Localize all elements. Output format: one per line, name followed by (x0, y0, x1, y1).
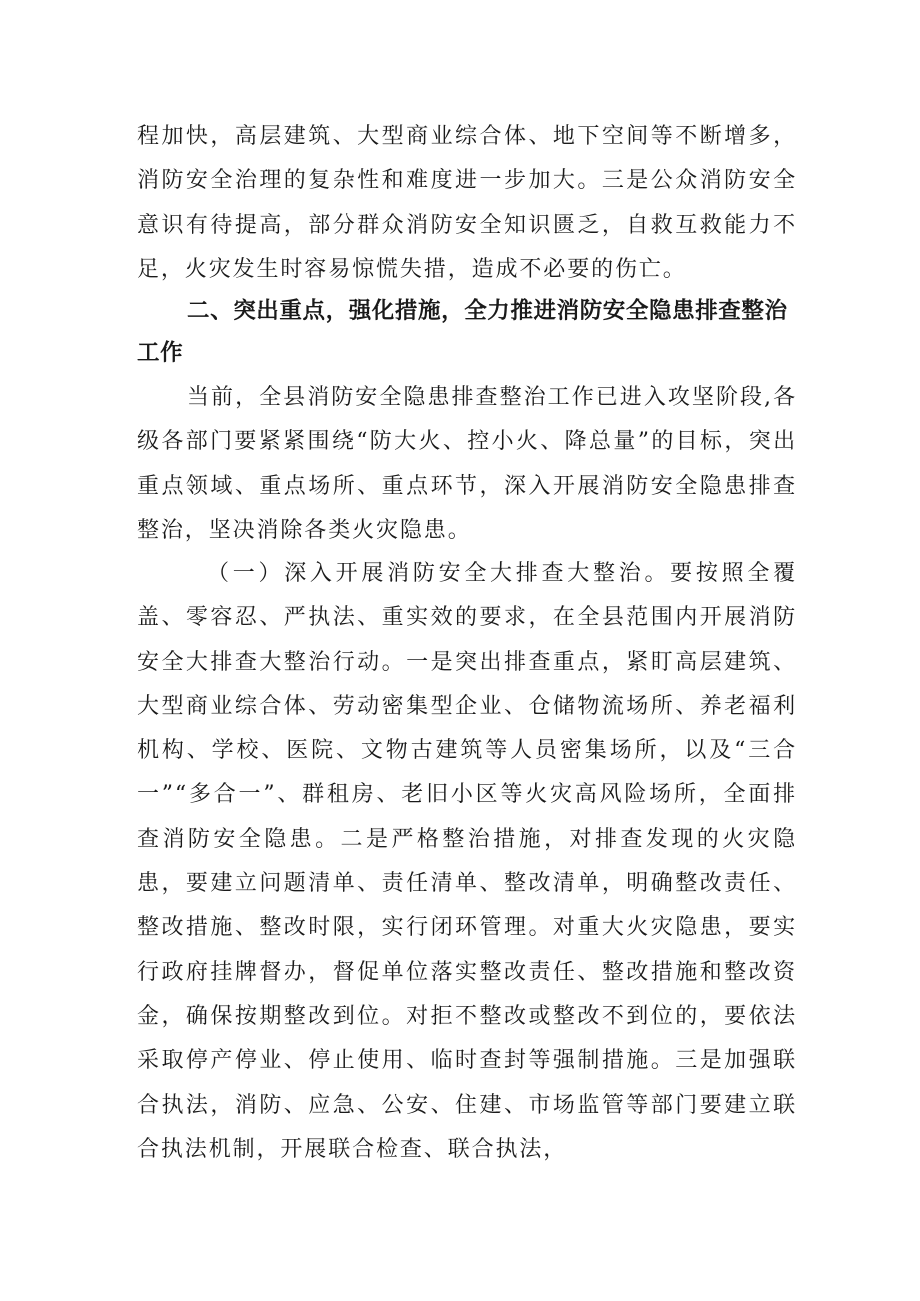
body-paragraph-2: 当前，全县消防安全隐患排查整治工作已进入攻坚阶段,各级各部门要紧紧围绕“防大火、控小火、降总量”的目标，突出重点领域、重点场所、重点环节，深入开展消防安全隐患排查整治，坚决消除各类火灾隐患。 (137, 385, 797, 543)
section-heading: 二、突出重点，强化措施，全力推进消防安全隐患排查整治工作 (137, 298, 788, 366)
body-paragraph-3: （一）深入开展消防安全大排查大整治。要按照全覆盖、零容忍、严执法、重实效的要求，在全县范围内开展消防安全大排查大整治行动。一是突出排查重点，紧盯高层建筑、大型商业综合体、劳动密集型企业、仓储物流场所、养老福利机构、学校、医院、文物古建筑等人员密集场所，以及“三合一”“多合一”、群租房、老旧小区等火灾高风险场所，全面排查消防安全隐患。二是严格整治措施，对排查发现的火灾隐患，要建立问题清单、责任清单、整改清单，明确整改责任、整改措施、整改时限，实行闭环管理。对重大火灾隐患，要实行政府挂牌督办，督促单位落实整改责任、整改措施和整改资金，确保按期整改到位。对拒不整改或整改不到位的，要依法采取停产停业、停止使用、临时查封等强制措施。三是加强联合执法，消防、应急、公安、住建、市场监管等部门要建立联合执法机制，开展联合检查、联合执法， (137, 561, 797, 1162)
body-paragraph-1: 程加快，高层建筑、大型商业综合体、地下空间等不断增多，消防安全治理的复杂性和难度进一步加大。三是公众消防安全意识有待提高，部分群众消防安全知识匮乏，自救互救能力不足，火灾发生时容易惊慌失措，造成不必要的伤亡。 (137, 124, 797, 282)
